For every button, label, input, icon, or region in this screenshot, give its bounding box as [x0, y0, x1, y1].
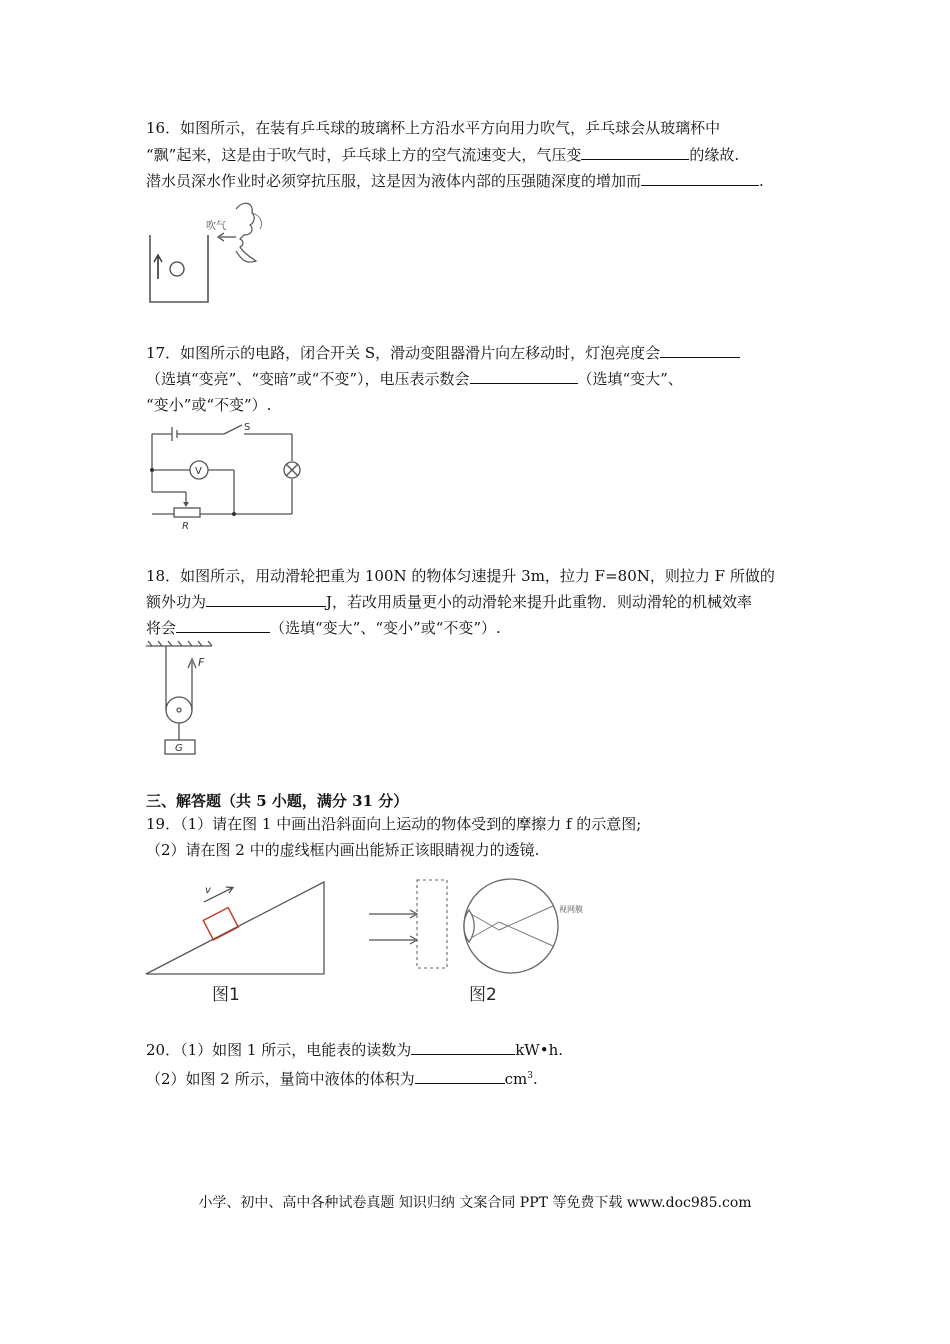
q19-fig2-retina-label: 视网膜	[559, 905, 583, 914]
q16-line-1: 16．如图所示，在装有乒乓球的玻璃杯上方沿水平方向用力吹气，乒乓球会从玻璃杯中	[146, 119, 721, 137]
q18-line-2	[146, 592, 752, 612]
q18-weight-label: G	[175, 743, 183, 754]
q16-figure	[140, 195, 270, 307]
q16-line-3	[146, 171, 764, 191]
q16-line-3-text-a: 潜水员深水作业时必须穿抗压服，这是因为液体内部的压强随深度的增加而	[146, 172, 642, 190]
q20-line-2-unit: cm	[504, 1070, 528, 1088]
q17-blank-2[interactable]	[470, 369, 578, 384]
q20-blank-1[interactable]	[411, 1040, 515, 1055]
q19-fig1-caption: 图1	[212, 985, 240, 1005]
q17-line-2	[146, 369, 683, 389]
q20-blank-2[interactable]	[415, 1069, 505, 1084]
q19-fig2-caption: 图2	[469, 985, 497, 1005]
q17-line-1	[146, 343, 740, 363]
q16-line-2	[146, 145, 739, 165]
q17-blank-1[interactable]	[660, 343, 740, 358]
q18-blank-2[interactable]	[176, 618, 270, 633]
q20-line-1-text-a: 20．（1）如图 1 所示，电能表的读数为	[146, 1041, 412, 1059]
q19-fig1-incline	[140, 870, 335, 1010]
q18-line-3	[146, 618, 501, 638]
q17-switch-label: S	[244, 422, 251, 433]
q20-line-1	[146, 1040, 563, 1060]
q20-line-1-unit: kW•h.	[515, 1041, 564, 1059]
q17-line-1-text-a: 17．如图所示的电路，闭合开关 S，滑动变阻器滑片向左移动时，灯泡亮度会	[146, 344, 661, 362]
q18-line-1: 18．如图所示，用动滑轮把重为 100N 的物体匀速提升 3m，拉力 F=80N，则拉力 F 所做的	[146, 567, 775, 585]
q18-line-2-text-b: J，若改用质量更小的动滑轮来提升此重物．则动滑轮的机械效率	[326, 593, 753, 611]
q16-blank-2[interactable]	[641, 171, 759, 186]
q19-fig2-eye	[365, 870, 585, 1010]
q16-line-3-text-b: .	[759, 172, 764, 190]
q20-line-2-unit-exponent: 3	[527, 1071, 533, 1081]
q19-fig1-velocity-label: v	[205, 885, 211, 896]
q17-line-3: “变小”或“不变”）.	[146, 396, 272, 414]
q18-force-label: F	[198, 656, 205, 669]
q16-blank-1[interactable]	[581, 145, 689, 160]
section-3-title: 三、解答题（共 5 小题，满分 31 分）	[146, 792, 409, 810]
q16-line-2-text-b: 的缘故.	[689, 146, 740, 164]
q19-line-2: （2）请在图 2 中的虚线框内画出能矫正该眼睛视力的透镜.	[146, 841, 540, 859]
q19-fig2-lens-box[interactable]	[417, 880, 447, 968]
q18-line-2-text-a: 额外功为	[146, 593, 207, 611]
q18-pulley-figure	[140, 640, 230, 762]
q16-line-2-text-a: “飘”起来，这是由于吹气时，乒乓球上方的空气流速变大，气压变	[146, 146, 582, 164]
q19-line-1: 19．（1）请在图 1 中画出沿斜面向上运动的物体受到的摩擦力 f 的示意图;	[146, 815, 642, 833]
q17-circuit-figure	[140, 418, 310, 533]
q20-line-2	[146, 1066, 538, 1089]
q17-voltmeter-label: V	[195, 466, 202, 477]
q16-fig-label: 吹气	[206, 221, 226, 232]
q20-line-2-period: .	[532, 1070, 538, 1088]
q18-blank-1[interactable]	[206, 592, 326, 607]
q17-line-2-text-b: （选填“变大”、	[577, 370, 683, 388]
page-footer: 小学、初中、高中各种试卷真题 知识归纳 文案合同 PPT 等免费下载 www.doc985.com	[198, 1195, 752, 1211]
q18-line-3-text-b: （选填“变大”、“变小”或“不变”）.	[270, 619, 501, 637]
q17-rheostat-label: R	[182, 521, 189, 532]
q17-line-2-text-a: （选填“变亮”、“变暗”或“不变”），电压表示数会	[146, 370, 470, 388]
q20-line-2-text-a: （2）如图 2 所示，量筒中液体的体积为	[146, 1070, 415, 1088]
q18-line-3-text-a: 将会	[146, 619, 177, 637]
